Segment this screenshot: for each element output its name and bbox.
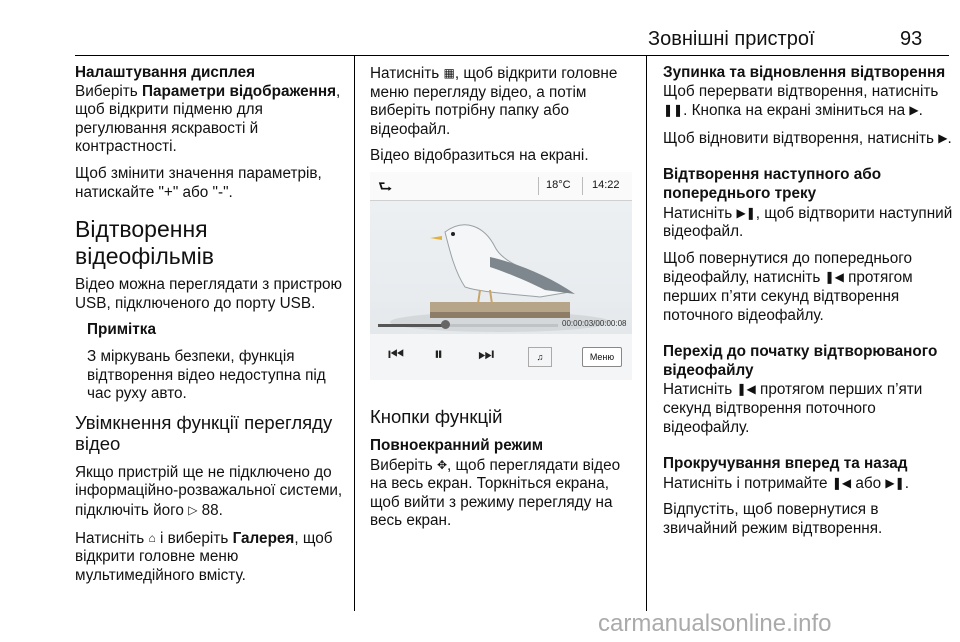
previous-track-icon: ❚◀ <box>824 270 844 285</box>
sound-settings-icon[interactable]: ♫ <box>528 347 552 367</box>
back-arrow-icon[interactable]: ⮑ <box>378 179 393 196</box>
paragraph: Натисніть ▶❚, щоб відтворити наступний відеофайл. <box>663 204 953 241</box>
subheading-next-previous: Відтворення наступного або попереднього треку <box>663 166 882 202</box>
subheading-fullscreen: Повноекранний режим <box>370 437 544 454</box>
seek-bar[interactable] <box>378 324 558 327</box>
page-number: 93 <box>900 28 923 50</box>
section-heading-function-buttons: Кнопки функцій <box>370 406 503 427</box>
paragraph: Натисніть ⌂ і виберіть Галерея, щоб відкрити головне меню мультимедійного вмісту. <box>75 529 333 584</box>
playback-controls <box>370 334 632 380</box>
video-screen-image <box>370 172 632 380</box>
fullscreen-icon: ✥ <box>436 457 448 472</box>
seek-bar-fill <box>378 324 445 327</box>
paragraph: Щоб перервати відтворення, натисніть ❚❚. Кнопка на екрані зміниться на ▶. <box>663 82 939 120</box>
watermark: carmanualsonline.info <box>598 610 832 637</box>
temperature-readout: 18°C <box>546 179 571 191</box>
status-separator <box>582 177 583 195</box>
menu-button[interactable]: Меню <box>582 347 622 367</box>
header-divider <box>75 55 949 56</box>
clock-readout: 14:22 <box>592 179 620 191</box>
column-3 <box>663 64 953 546</box>
status-separator <box>538 177 539 195</box>
previous-track-icon: ❚◀ <box>736 382 756 397</box>
paragraph: Відпустіть, щоб повернутися в звичайний режим відтворення. <box>663 501 883 537</box>
note-text: З міркувань безпеки, функція відтворення відео недоступна під час руху авто. <box>87 347 326 403</box>
section-heading-video-playback: Відтворення відеофільмів <box>75 216 214 270</box>
menu-option-gallery: Галерея <box>232 529 295 547</box>
column-divider-2 <box>646 55 647 611</box>
page-title: Зовнішні пристрої <box>648 28 815 50</box>
paragraph: Щоб змінити значення параметрів, натискайте "+" або "-". <box>75 164 322 201</box>
paragraph: Щоб відновити відтворення, натисніть ▶. <box>663 129 952 147</box>
previous-track-icon[interactable]: ⏮ <box>388 344 405 364</box>
page-reference-icon: ▷ <box>188 502 198 517</box>
paragraph: Відео можна переглядати з пристрою USB, підключеного до порту USB. <box>75 276 342 312</box>
paragraph: Якщо пристрій ще не підключено до інформаційно-розважальної системи, підключіть його ▷ 88. <box>75 463 343 519</box>
previous-track-icon: ❚◀ <box>831 475 852 490</box>
column-2 <box>370 64 634 174</box>
paragraph: Щоб повернутися до попереднього відеофайлу, натисніть ❚◀ протягом перших п’яти секунд відтворення поточного відеофайлу. <box>663 249 913 324</box>
screen-status-bar <box>370 172 632 201</box>
play-icon: ▶ <box>909 103 919 118</box>
subheading-pause-resume: Зупинка та відновлення відтворення <box>663 64 946 81</box>
paragraph: Виберіть ✥, щоб переглядати відео на весь екран. Торкніться екрана, щоб вийти з режиму перегляду на весь екран. <box>370 456 621 530</box>
paragraph: Натисніть ▦, щоб відкрити головне меню перегляду відео, а потім виберіть потрібну папку або відеофайл. <box>370 65 618 138</box>
menu-option-display-settings: Параметри відображення <box>141 82 337 100</box>
seek-bar-knob[interactable] <box>441 320 450 329</box>
pause-icon: ❚❚ <box>663 103 684 118</box>
playback-timecode: 00:00:03/00:00:08 <box>562 319 627 328</box>
paragraph: Виберіть Параметри відображення, щоб відкрити підменю для регулювання яскравості й контрастності. <box>75 82 341 156</box>
next-track-icon[interactable]: ⏭ <box>478 344 495 364</box>
pause-icon[interactable]: ⏸ <box>434 344 443 364</box>
section-heading-display-settings: Налаштування дисплея <box>75 64 256 81</box>
play-icon: ▶ <box>938 130 948 145</box>
column-divider-1 <box>354 55 355 611</box>
column-1 <box>75 64 345 593</box>
note-box <box>87 321 345 403</box>
video-menu-icon: ▦ <box>443 66 455 80</box>
paragraph: Натисніть ❚◀ протягом перших п’яти секунд відтворення поточного відеофайлу. <box>663 381 923 436</box>
home-icon: ⌂ <box>148 530 156 545</box>
subheading-fast-forward-rewind: Прокручування вперед та назад <box>663 455 908 473</box>
next-track-icon: ▶❚ <box>736 205 756 220</box>
column-2-lower <box>370 400 634 539</box>
note-title: Примітка <box>87 321 156 339</box>
paragraph: Відео відобразиться на екрані. <box>370 147 589 165</box>
next-track-icon: ▶❚ <box>885 475 905 490</box>
subheading-restart-file: Перехід до початку відтворюваного відеофайлу <box>663 343 938 379</box>
section-heading-enable-video: Увімкнення функції перегляду відео <box>75 411 333 454</box>
paragraph: Натисніть і потримайте ❚◀ або ▶❚. <box>663 474 909 492</box>
